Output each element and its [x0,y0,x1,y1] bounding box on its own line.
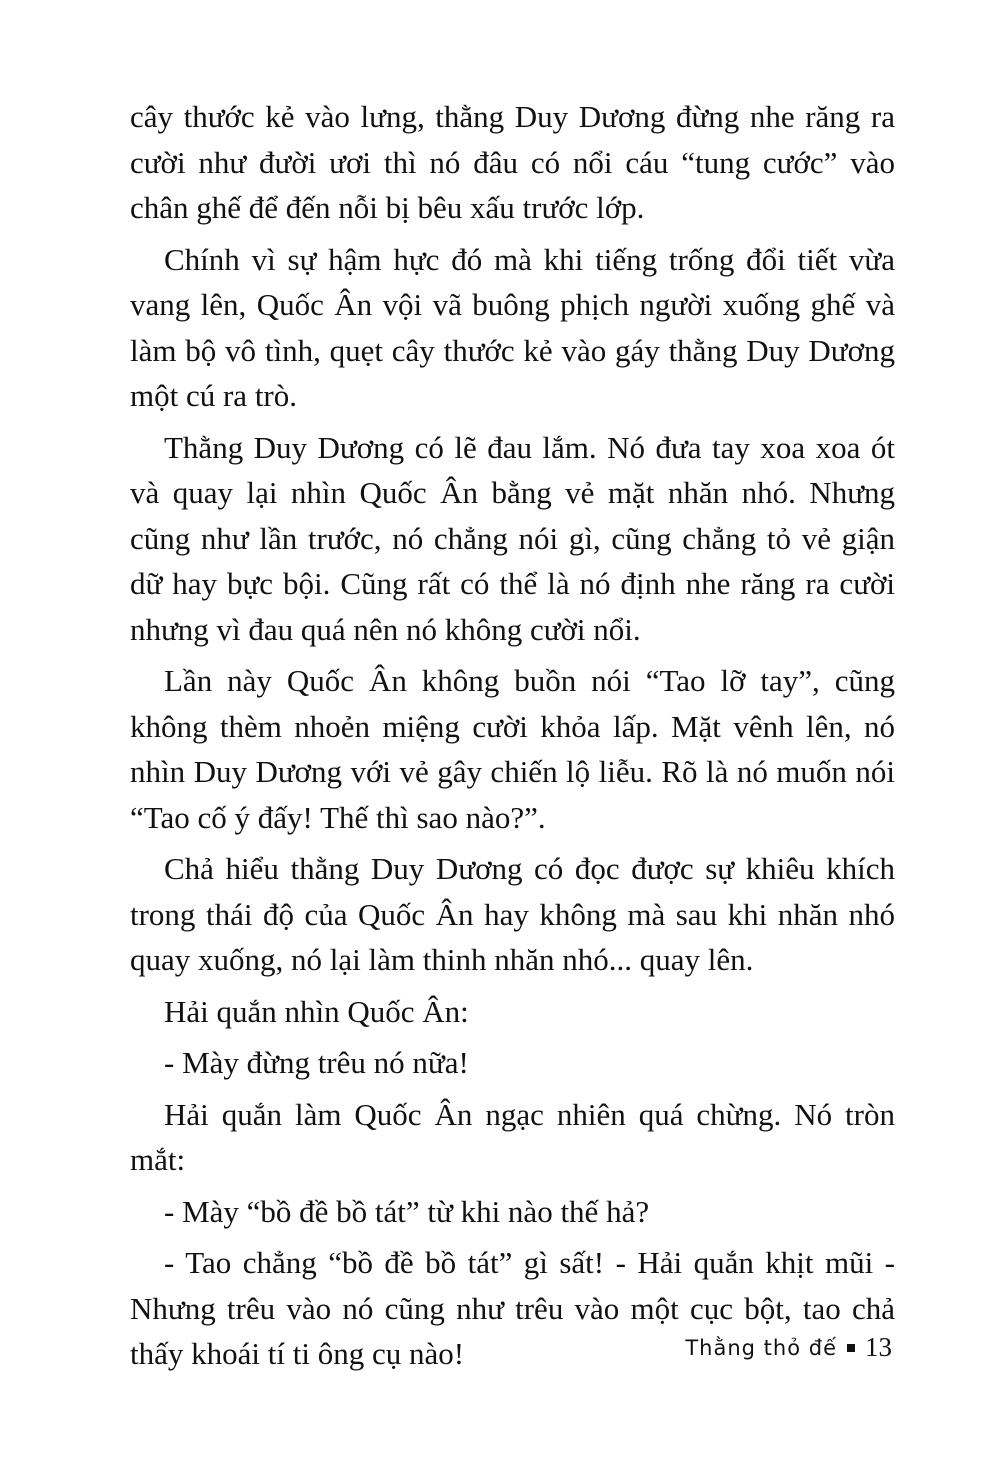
paragraph: Thằng Duy Dương có lẽ đau lắm. Nó đưa tay xoa xoa ót và quay lại nhìn Quốc Ân bằng vẻ mặt nhăn nhó. Nhưng cũng như lần trước, nó chẳng nói gì, cũng chẳng tỏ vẻ giận dữ hay bực bội. Cũng rất có thể là nó định nhe răng ra cười nhưng vì đau quá nên nó không cười nổi. [130,429,895,647]
page-number: 13 [865,1332,892,1362]
body-text [130,94,895,1377]
paragraph: Hải quắn làm Quốc Ân ngạc nhiên quá chừng. Nó tròn mắt: [130,1096,895,1177]
paragraph: Chả hiểu thằng Duy Dương có đọc được sự khiêu khích trong thái độ của Quốc Ân hay không mà sau khi nhăn nhó quay xuống, nó lại làm thinh nhăn nhó... quay lên. [130,851,895,977]
paragraph: cây thước kẻ vào lưng, thằng Duy Dương đừng nhe răng ra cười như đười ươi thì nó đâu có nổi cáu “tung cước” vào chân ghế để đến nỗi bị bêu xấu trước lớp. [130,99,895,225]
paragraph: Lần này Quốc Ân không buồn nói “Tao lỡ tay”, cũng không thèm nhoẻn miệng cười khỏa lấp. Mặt vênh lên, nó nhìn Duy Dương với vẻ gây chiến lộ liễu. Rõ là nó muốn nói “Tao cố ý đấy! Thế thì sao nào?”. [130,663,895,835]
book-title: Thằng thỏ đế [685,1335,837,1360]
paragraph: - Tao chẳng “bồ đề bồ tát” gì sất! - Hải quắn khịt mũi - Nhưng trêu vào nó cũng như trêu vào một cục bột, tao chả thấy khoái tí ti ông cụ nào! [130,1245,895,1371]
paragraph: Hải quắn nhìn Quốc Ân: [164,993,469,1029]
paragraph: - Mày “bồ đề bồ tát” từ khi nào thế hả? [164,1193,650,1229]
paragraph: Chính vì sự hậm hực đó mà khi tiếng trống đổi tiết vừa vang lên, Quốc Ân vội vã buông phịch người xuống ghế và làm bộ vô tình, quẹt cây thước kẻ vào gáy thằng Duy Dương một cú ra trò. [130,241,895,413]
square-bullet-icon [847,1344,855,1352]
paragraph: - Mày đừng trêu nó nữa! [164,1045,469,1080]
page-footer [685,1332,892,1363]
